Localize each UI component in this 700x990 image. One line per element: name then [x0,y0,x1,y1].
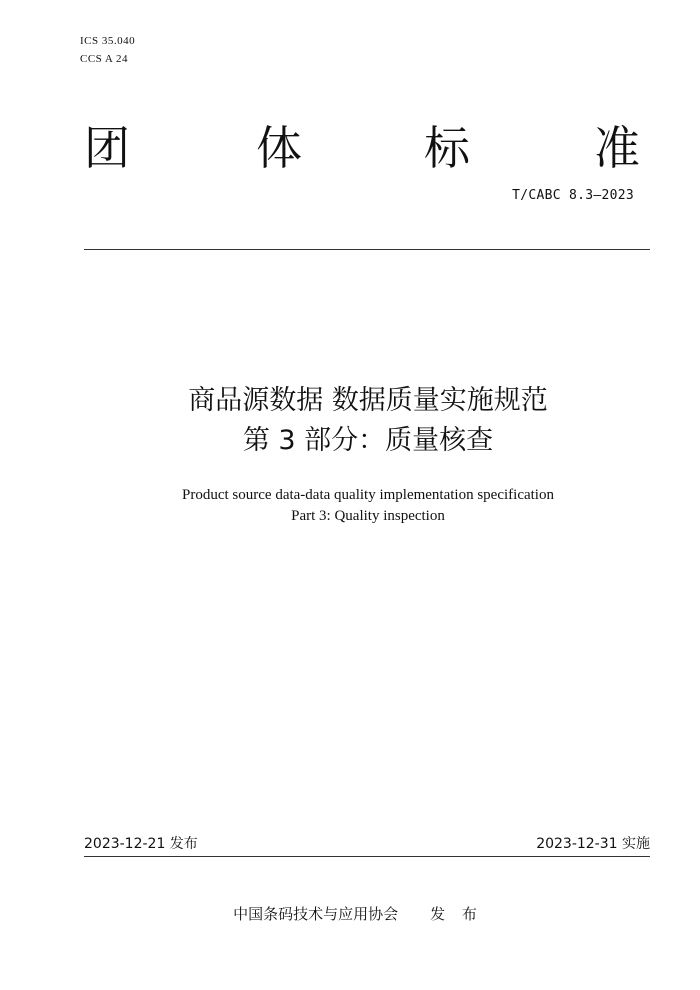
header-divider [84,249,650,250]
publisher-line [0,904,700,924]
category-char: 准 [594,121,640,175]
footer-divider [84,856,650,857]
implementation-date: 2023-12-31 实施 [536,836,650,852]
category-char: 体 [256,121,302,175]
title-english: Product source data-data quality implementation specification [182,487,554,503]
subtitle-chinese: 第 3 部分：质量核查 [242,425,494,456]
standard-number: T/CABC 8.3—2023 [512,188,634,203]
title-chinese: 商品源数据 数据质量实施规范 [188,385,548,416]
publish-label: 发 布 [430,905,483,923]
issue-date: 2023-12-21 发布 [84,836,198,852]
category-char: 团 [84,121,130,175]
ics-code: ICS 35.040 [80,35,136,47]
category-char: 标 [424,121,470,175]
ccs-code: CCS A 24 [80,53,129,65]
standard-category [84,118,644,178]
subtitle-english: Part 3: Quality inspection [291,508,445,524]
publisher-name: 中国条码技术与应用协会 [233,905,399,923]
